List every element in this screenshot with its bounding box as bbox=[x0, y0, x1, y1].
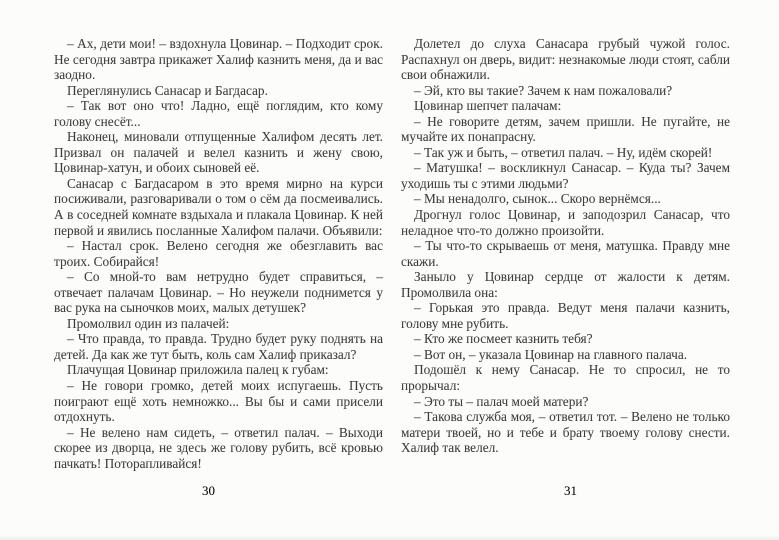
paragraph: – Так уж и быть, – ответил палач. – Ну, идём скорей! bbox=[414, 144, 713, 160]
paragraph: – Горькая это правда. Ведут меня палачи казнить, голову мне рубить. bbox=[401, 300, 730, 331]
paragraph: – Не говорите детям, зачем пришли. Не пугайте, не мучайте их понапрасну. bbox=[401, 113, 730, 145]
paragraph: Заныло у Цовинар сердце от жалости к детям. Промолвила она: bbox=[401, 269, 730, 300]
paragraph: Подошёл к нему Санасар. Не то спросил, не то прорычал: bbox=[401, 362, 730, 394]
paragraph: – Матушка! – воскликнул Санасар. – Куда ты? Зачем уходишь ты с этими людьми? bbox=[401, 160, 730, 191]
paragraph: – Так вот оно что! Ладно, ещё поглядим, кто кому голову снесёт... bbox=[54, 98, 383, 129]
paragraph: – Не говори громко, детей моих испугаешь. Пусть поиграют ещё хоть немножко... Вы бы и сами присели отдохнуть. bbox=[54, 378, 383, 425]
paragraph: Долетел до слуха Санасара грубый чужой голос. Распахнул он дверь, видит: незнакомые люди стоят, сабли свои обнажили. bbox=[401, 36, 730, 83]
paragraph: – Вот он, – указала Цовинар на главного палача. bbox=[414, 346, 688, 362]
paragraph: Цовинар шепчет палачам: bbox=[414, 98, 562, 114]
paragraph: – Со мной-то вам нетрудно будет справиться, – отвечает палачам Цовинар. – Но неужели поднимется у вас рука на сыночков моих, малых детушек? bbox=[54, 269, 383, 316]
paragraph: Дрогнул голос Цовинар, и заподозрил Санасар, что неладное что-то должно произойти. bbox=[401, 207, 730, 238]
paragraph: – Эй, кто вы такие? Зачем к нам пожаловали? bbox=[414, 82, 673, 98]
paragraph: – Что правда, то правда. Трудно будет руку поднять на детей. Да как же тут быть, коль сам Халиф приказал? bbox=[54, 331, 383, 362]
paragraph: – Ты что-то скрываешь от меня, матушка. Правду мне скажи. bbox=[401, 238, 730, 269]
paragraph: Переглянулись Санасар и Багдасар. bbox=[67, 82, 268, 98]
paragraph: – Мы ненадолго, сынок... Скоро вернёмся... bbox=[414, 191, 661, 207]
paragraph: – Такова служба моя, – ответил тот. – Велено не только матери твоей, но и тебе и брату твоему голову снести. Халиф так велел. bbox=[401, 409, 730, 456]
paragraph: Санасар с Багдасаром в это время мирно на курси посиживали, разговаривали о том о сём да посмеивались. А в соседней комнате вздыхала и плакала Цовинар. К ней первой и явились посланные Халифом палачи. Объявили: bbox=[54, 175, 383, 238]
left-page-number: 30 bbox=[202, 483, 215, 498]
paragraph: – Ах, дети мои! – вздохнула Цовинар. – Подходит срок. Не сегодня завтра прикажет Халиф казнить меня, да и вас заодно. bbox=[54, 36, 383, 83]
right-page-number: 31 bbox=[564, 483, 577, 498]
paragraph: – Кто же посмеет казнить тебя? bbox=[414, 331, 593, 347]
paragraph: Промолвил один из палачей: bbox=[67, 315, 230, 331]
paragraph: Плачущая Цовинар приложила палец к губам: bbox=[67, 362, 329, 378]
paragraph: – Не велено нам сидеть, – ответил палач. – Выходи скорее из дворца, не здесь же голову рубить, всё кровью пачкать! Поторапливайся! bbox=[54, 424, 383, 471]
paragraph: – Настал срок. Велено сегодня же обезглавить вас троих. Собирайся! bbox=[54, 238, 383, 269]
paragraph: – Это ты – палач моей матери? bbox=[414, 393, 589, 409]
paragraph: Наконец, миновали отпущенные Халифом десять лет. Призвал он палачей и велел казнить и жену свою, Цовинар-хатун, и обоих сыновей её. bbox=[54, 129, 383, 176]
left-page bbox=[54, 36, 383, 471]
right-page bbox=[401, 36, 730, 456]
